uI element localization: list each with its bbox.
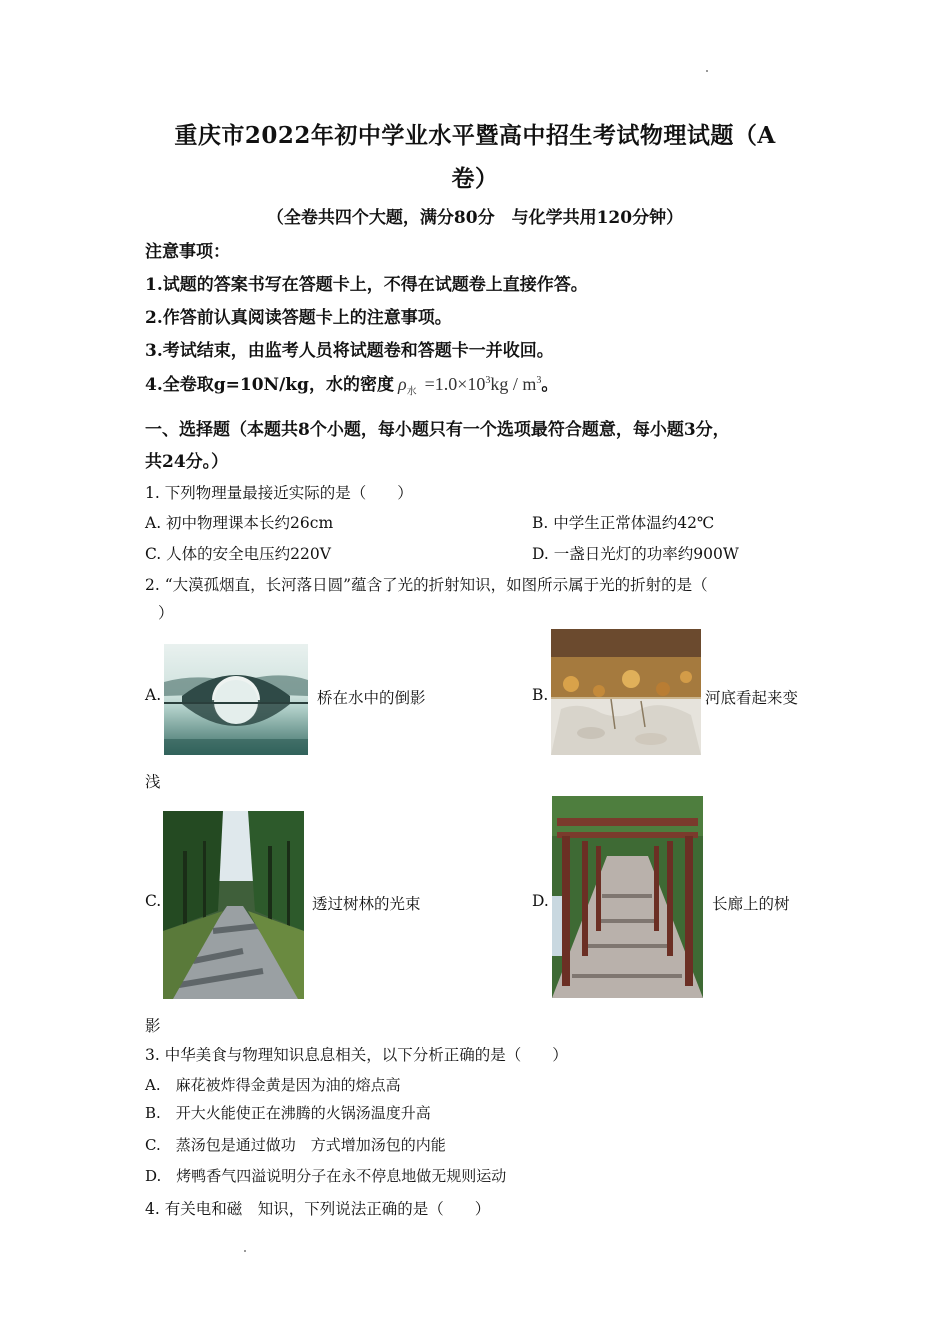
- q2-option-c-label: C.: [145, 892, 162, 910]
- q3-option-b: B. 开大火能使正在沸腾的火锅汤温度升高: [145, 1104, 431, 1122]
- q2-option-d-label: D.: [532, 892, 549, 910]
- riverbed-image: [551, 629, 701, 755]
- q2-option-d-text-wrap: 影: [145, 1017, 161, 1035]
- q1-stem: 1. 下列物理量最接近实际的是（ ）: [145, 484, 413, 502]
- q3-option-d: D. 烤鸭香气四溢说明分子在永不停息地做无规则运动: [145, 1167, 507, 1185]
- q1-option-d: D. 一盏日光灯的功率约900W: [532, 545, 739, 563]
- q3-option-c: C. 蒸汤包是通过做功 方式增加汤包的内能: [145, 1136, 446, 1154]
- note-2: 2.作答前认真阅读答题卡上的注意事项。: [145, 308, 452, 328]
- exam-title-line2: 卷）: [451, 165, 499, 192]
- q4-stem: 4. 有关电和磁 知识，下列说法正确的是（ ）: [145, 1200, 491, 1218]
- exam-subtitle: （全卷共四个大题，满分80分 与化学共用120分钟）: [266, 208, 684, 228]
- q3-option-a: A. 麻花被炸得金黄是因为油的熔点高: [145, 1076, 401, 1094]
- corridor-shadow-image: [552, 796, 703, 998]
- note-4: [145, 370, 558, 398]
- q1-option-b: B. 中学生正常体温约42℃: [532, 514, 715, 532]
- q2-option-b-text-wrap: 浅: [145, 773, 161, 791]
- note-3: 3.考试结束，由监考人员将试题卷和答题卡一并收回。: [145, 341, 554, 361]
- note-4-suffix: 。: [541, 375, 559, 395]
- q2-option-b-text: 河底看起来变: [705, 689, 799, 707]
- q1-option-c: C. 人体的安全电压约220V: [145, 545, 331, 563]
- q2-option-c-text: 透过树林的光束: [312, 895, 421, 913]
- density-formula: $\rho_水 =1.0\times 10^3kg / m^3$: [397, 374, 542, 398]
- section-1-heading-line2: 共24分。）: [145, 452, 229, 472]
- q2-stem-line2: ）: [158, 604, 174, 622]
- section-1-heading-line1: 一、选择题（本题共8个小题，每小题只有一个选项最符合题意，每小题3分，: [145, 420, 730, 440]
- q2-option-d-text: 长廊上的树: [712, 895, 790, 913]
- exam-title-line1: 重庆市2022年初中学业水平暨高中招生考试物理试题（A: [174, 122, 776, 149]
- footer-mark: [244, 1250, 246, 1252]
- q2-option-b-label: B.: [532, 686, 549, 704]
- q2-option-a-label: A.: [145, 686, 162, 704]
- q1-option-a: A. 初中物理课本长约26cm: [145, 514, 334, 532]
- q2-stem-line1: 2. “大漠孤烟直，长河落日圆”蕴含了光的折射知识，如图所示属于光的折射的是（: [145, 576, 708, 594]
- q2-option-a-text: 桥在水中的倒影: [317, 689, 426, 707]
- notes-heading: 注意事项：: [145, 242, 230, 262]
- note-1: 1.试题的答案书写在答题卡上，不得在试题卷上直接作答。: [145, 275, 588, 295]
- bridge-reflection-image: [164, 644, 308, 755]
- note-4-prefix: 4.全卷取g=10N/kg，水的密度: [145, 375, 394, 395]
- q3-stem: 3. 中华美食与物理知识息息相关，以下分析正确的是（ ）: [145, 1046, 568, 1064]
- forest-light-image: [163, 811, 304, 999]
- corner-mark: [706, 70, 708, 72]
